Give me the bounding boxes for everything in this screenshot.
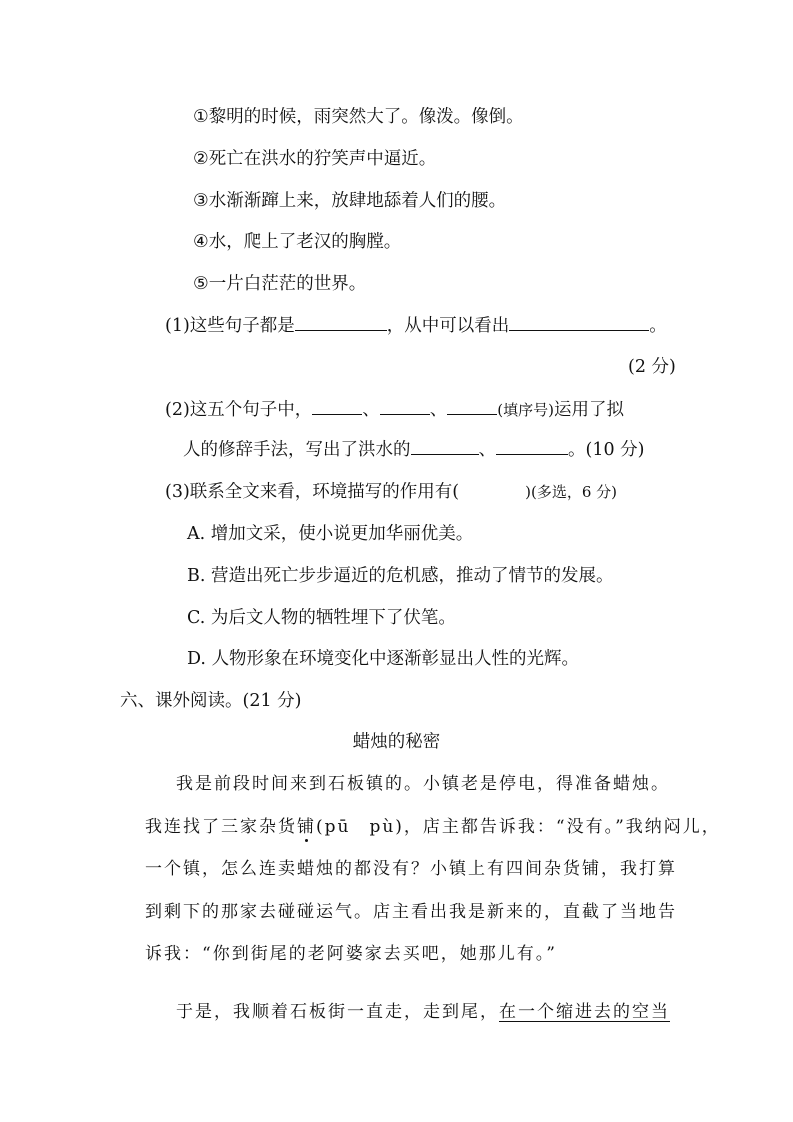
question-3: (3)联系全文来看，环境描写的作用有( )(多选，6 分) [165, 482, 617, 502]
underlined-phrase: 在一个缩进去的空当 [499, 1002, 670, 1022]
answer-blank[interactable] [411, 438, 479, 455]
passage-line: 我连找了三家杂货铺(pū pù)，店主都告诉我：“没有。”我纳闷儿， [145, 817, 721, 837]
passage-line: 于是，我顺着石板街一直走，走到尾，在一个缩进去的空当 [176, 1002, 670, 1022]
option-b: B. 营造出死亡步步逼近的危机感，推动了情节的发展。 [187, 566, 614, 586]
question-1: (1)这些句子都是 ，从中可以看出 。 [165, 316, 667, 336]
sentence-5: ⑤一片白茫茫的世界。 [193, 274, 367, 294]
answer-blank[interactable] [447, 398, 497, 415]
sentence-3: ③水渐渐蹿上来，放肆地舔着人们的腰。 [193, 191, 507, 211]
sentence-2: ②死亡在洪水的狞笑声中逼近。 [193, 149, 437, 169]
answer-blank[interactable] [509, 314, 649, 331]
passage-line: 我是前段时间来到石板镇的。小镇老是停电，得准备蜡烛。 [176, 774, 670, 794]
passage-title: 蜡烛的秘密 [352, 732, 441, 752]
option-a: A. 增加文采，使小说更加华丽优美。 [187, 524, 474, 544]
passage-line: 诉我：“你到街尾的老阿婆家去买吧，她那儿有。” [145, 944, 557, 964]
section-heading: 六、课外阅读。(21 分) [120, 691, 302, 711]
passage-line: 到剩下的那家去碰碰运气。店主看出我是新来的，直截了当地告 [145, 902, 677, 922]
answer-blank[interactable] [312, 398, 362, 415]
answer-blank[interactable] [295, 314, 387, 331]
answer-blank[interactable] [496, 438, 568, 455]
sentence-1: ①黎明的时候，雨突然大了。像泼。像倒。 [193, 107, 524, 127]
question-2: (2)这五个句子中， 、 、 (填序号)运用了拟 [165, 400, 625, 420]
answer-blank[interactable] [380, 398, 430, 415]
passage-line: 一个镇，怎么连卖蜡烛的都没有？小镇上有四间杂货铺，我打算 [145, 859, 677, 879]
option-c: C. 为后文人物的牺牲埋下了伏笔。 [187, 608, 456, 628]
question-1-score: (2 分) [628, 357, 676, 377]
question-2-score: (10 分) [585, 440, 645, 460]
question-2-cont: 人的修辞手法，写出了洪水的 、 。(10 分) [183, 440, 645, 460]
sentence-4: ④水，爬上了老汉的胸膛。 [193, 232, 402, 252]
option-d: D. 人物形象在环境变化中逐渐彰显出人性的光辉。 [187, 649, 580, 669]
